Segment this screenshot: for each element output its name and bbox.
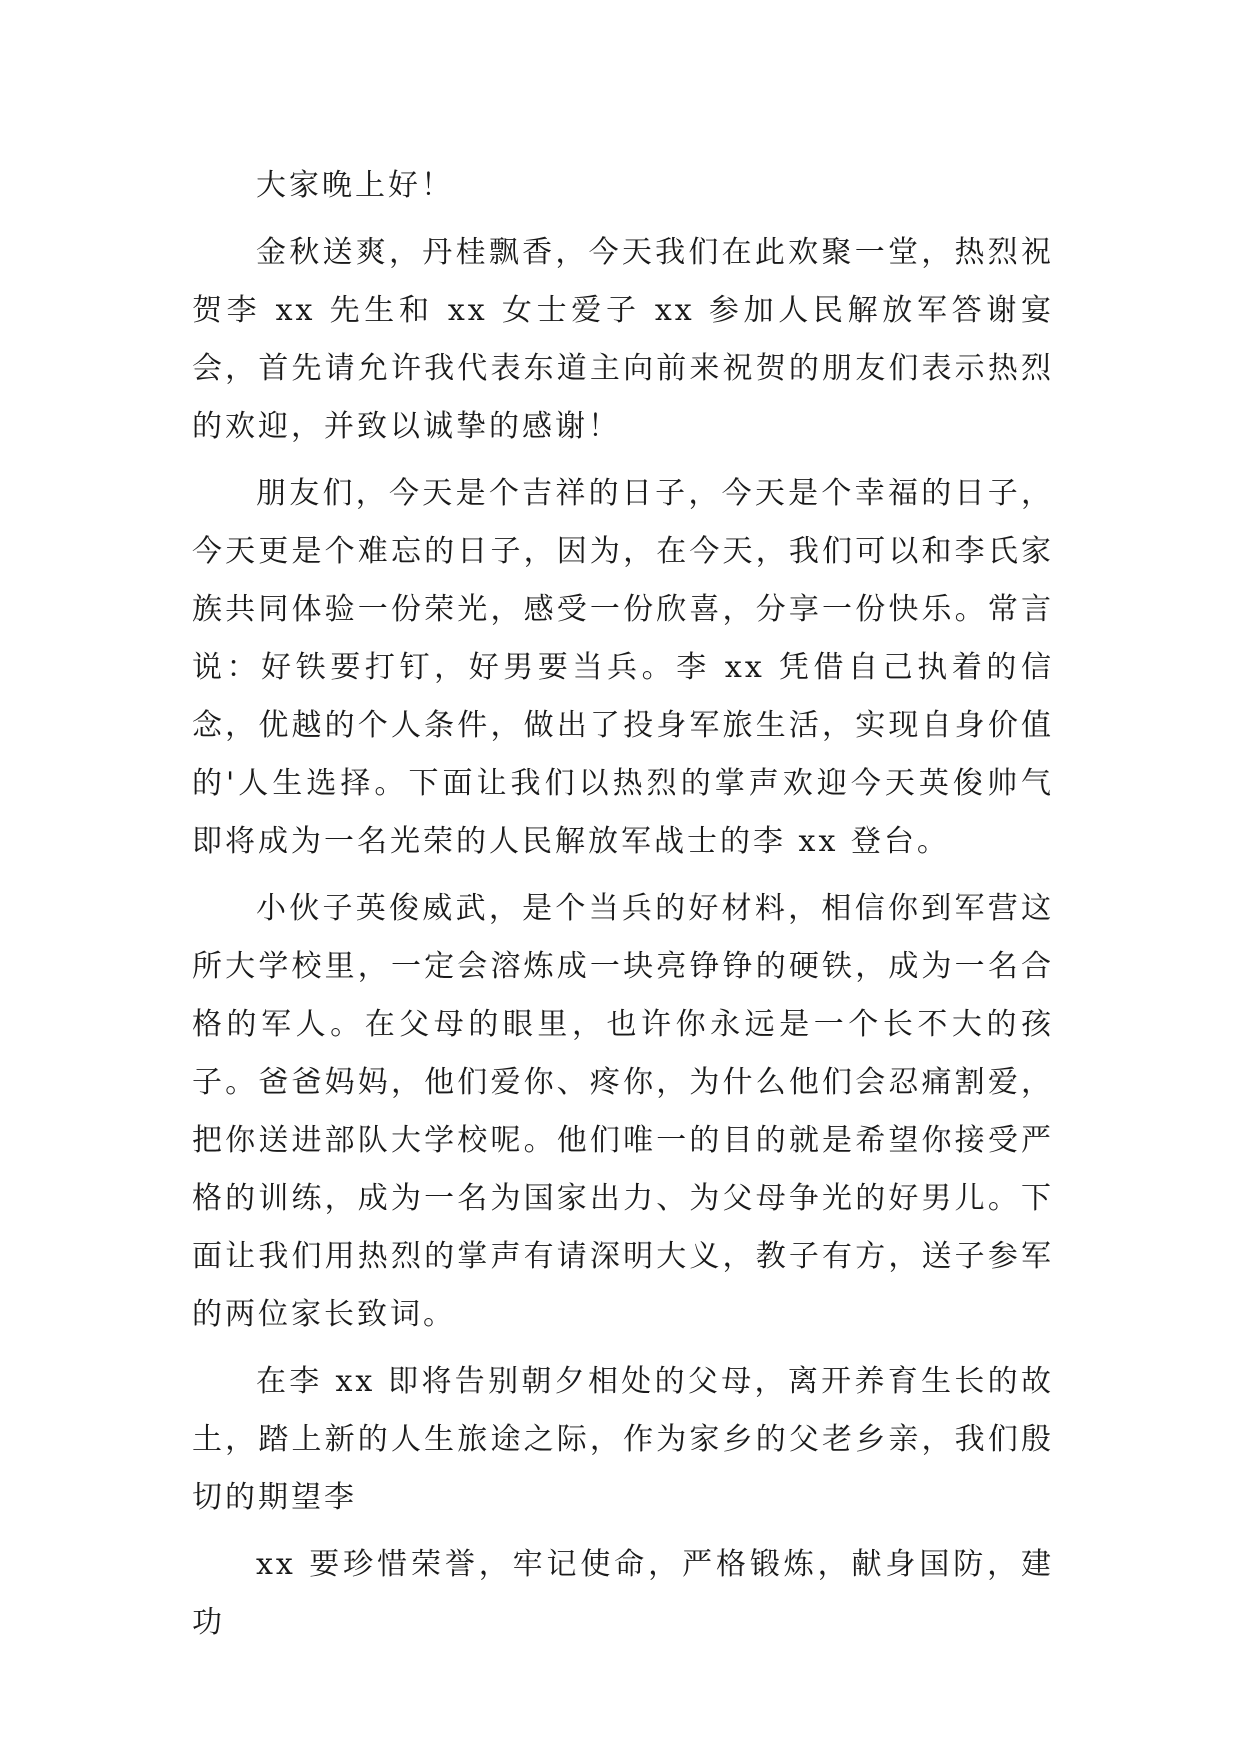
wishes-paragraph: xx 要珍惜荣誉，牢记使命，严格锻炼，献身国防，建功	[192, 1547, 1054, 1640]
document-body	[192, 157, 1054, 1661]
parents-paragraph: 小伙子英俊威武，是个当兵的好材料，相信你到军营这所大学校里，一定会溶炼成一块亮铮铮的硬铁，成为一名合格的军人。在父母的眼里，也许你永远是一个长不大的孩子。爸爸妈妈，他们爱你、疼你，为什么他们会忍痛割爱，把你送进部队大学校呢。他们唯一的目的就是希望你接受严格的训练，成为一名为国家出力、为父母争光的好男儿。下面让我们用热烈的掌声有请深明大义，教子有方，送子参军的两位家长致词。	[192, 891, 1054, 1332]
farewell-paragraph: 在李 xx 即将告别朝夕相处的父母，离开养育生长的故土，踏上新的人生旅途之际，作为家乡的父老乡亲，我们殷切的期望李	[192, 1364, 1054, 1515]
introduction-paragraph: 朋友们，今天是个吉祥的日子，今天是个幸福的日子，今天更是个难忘的日子，因为，在今天，我们可以和李氏家族共同体验一份荣光，感受一份欣喜，分享一份快乐。常言说：好铁要打钉，好男要当兵。李 xx 凭借自己执着的信念，优越的个人条件，做出了投身军旅生活，实现自身价值的'人生选择。下面让我们以热烈的掌声欢迎今天英俊帅气即将成为一名光荣的人民解放军战士的李 xx 登台。	[192, 476, 1054, 859]
welcome-paragraph: 金秋送爽，丹桂飘香，今天我们在此欢聚一堂，热烈祝贺李 xx 先生和 xx 女士爱子 xx 参加人民解放军答谢宴会，首先请允许我代表东道主向前来祝贺的朋友们表示热烈的欢迎，并致以诚挚的感谢！	[192, 235, 1054, 444]
greeting-paragraph: 大家晚上好！	[256, 168, 454, 203]
